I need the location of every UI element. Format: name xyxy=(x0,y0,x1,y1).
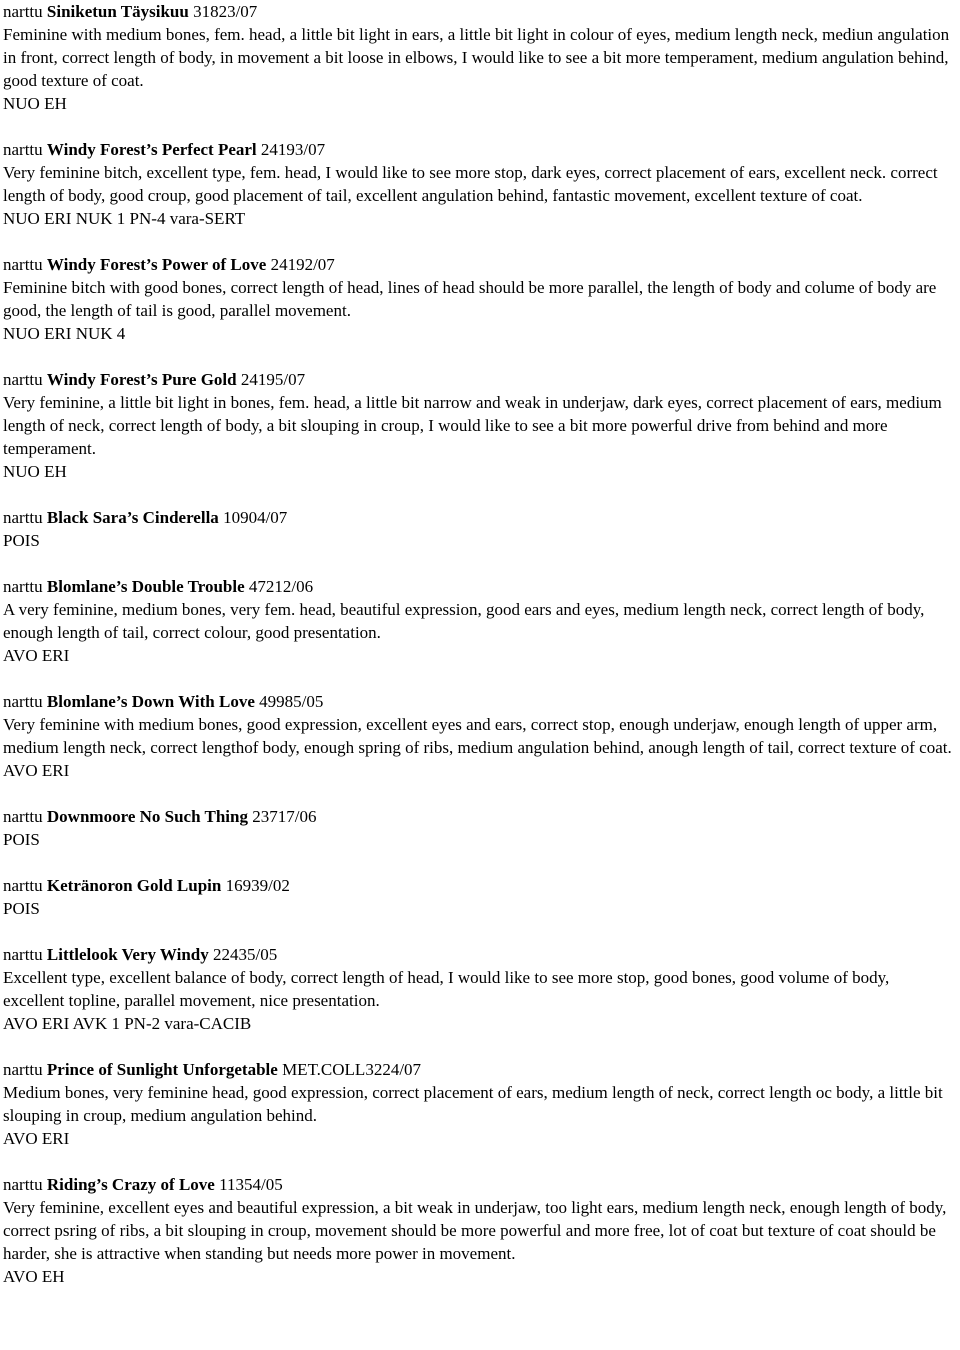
entry-heading xyxy=(3,575,954,598)
judge-critique: Excellent type, excellent balance of body, correct length of head, I would like to see more stop, good bones, good volume of body, excellent topline, parallel movement, nice presentation. xyxy=(3,968,890,1010)
entry-class: narttu xyxy=(3,140,43,159)
entry-heading xyxy=(3,253,954,276)
judge-critique: Feminine bitch with good bones, correct length of head, lines of head should be more parallel, the length of body and colume of body are good, the length of tail is good, parallel movement. xyxy=(3,278,937,320)
registration-number: 47212/06 xyxy=(248,577,314,596)
entry-class: narttu xyxy=(3,945,43,964)
dog-name: Prince of Sunlight Unforgetable xyxy=(46,1060,278,1079)
dog-name: Windy Forest’s Power of Love xyxy=(46,255,267,274)
entry-class: narttu xyxy=(3,370,43,389)
entry-heading xyxy=(3,506,954,529)
judge-critique: Feminine with medium bones, fem. head, a little bit light in ears, a little bit light in colour of eyes, medium length neck, mediun angulation in front, correct length of body, in movement a bit loose in elbows, I would like to see a bit more temperament, medium angulation behind, good texture of coat. xyxy=(3,25,950,90)
entry-result: NUO ERI NUK 4 xyxy=(3,324,126,343)
registration-number: 11354/05 xyxy=(219,1175,283,1194)
entry-heading xyxy=(3,805,954,828)
entry-result: POIS xyxy=(3,899,40,918)
judge-critique: A very feminine, medium bones, very fem. head, beautiful expression, good ears and eyes, medium length neck, correct length of body, enough length of tail, correct colour, good presentation. xyxy=(3,600,925,642)
judge-critique: Very feminine bitch, excellent type, fem. head, I would like to see more stop, dark eyes, correct placement of ears, excellent neck. correct length of body, good croup, good placement of tail, excellent angulation behind, fantastic movement, excellent texture of coat. xyxy=(3,163,938,205)
judge-critique: Very feminine, excellent eyes and beautiful expression, a bit weak in underjaw, too light ears, medium length neck, enough length of body, correct psring of ribs, a bit slouping in croup, movement should be more powerful and more free, lot of coat but texture of coat should be harder, she is attractive when standing but needs more power in movement. xyxy=(3,1198,947,1263)
registration-number: 24192/07 xyxy=(270,255,335,274)
dog-entry xyxy=(3,690,954,782)
entry-result: NUO ERI NUK 1 PN-4 vara-SERT xyxy=(3,209,246,228)
entry-class: narttu xyxy=(3,807,43,826)
registration-number: 22435/05 xyxy=(213,945,278,964)
dog-name: Black Sara’s Cinderella xyxy=(46,508,219,527)
entry-result: AVO ERI xyxy=(3,761,70,780)
dog-name: Blomlane’s Double Trouble xyxy=(46,577,245,596)
entry-class: narttu xyxy=(3,577,43,596)
registration-number: 24195/07 xyxy=(240,370,306,389)
registration-number: 16939/02 xyxy=(225,876,290,895)
entry-class: narttu xyxy=(3,876,43,895)
entry-heading xyxy=(3,368,954,391)
registration-number: 24193/07 xyxy=(260,140,326,159)
dog-entry xyxy=(3,805,954,851)
dog-entry xyxy=(3,874,954,920)
dog-entry xyxy=(3,368,954,483)
dog-entry xyxy=(3,575,954,667)
entry-result: AVO EH xyxy=(3,1267,65,1286)
dog-name: Windy Forest’s Pure Gold xyxy=(46,370,237,389)
entry-class: narttu xyxy=(3,255,43,274)
entry-heading xyxy=(3,138,954,161)
registration-number: MET.COLL3224/07 xyxy=(282,1060,422,1079)
judge-critique: Medium bones, very feminine head, good expression, correct placement of ears, medium length of neck, correct length oc body, a little bit slouping in croup, medium angulation behind. xyxy=(3,1083,943,1125)
entry-heading xyxy=(3,943,954,966)
entry-result: POIS xyxy=(3,830,40,849)
entry-result: AVO ERI xyxy=(3,646,70,665)
dog-name: Blomlane’s Down With Love xyxy=(46,692,255,711)
dog-name: Riding’s Crazy of Love xyxy=(46,1175,215,1194)
registration-number: 49985/05 xyxy=(259,692,324,711)
dog-entry xyxy=(3,253,954,345)
registration-number: 10904/07 xyxy=(223,508,288,527)
entry-result: NUO EH xyxy=(3,94,67,113)
entry-class: narttu xyxy=(3,1060,43,1079)
registration-number: 31823/07 xyxy=(193,2,258,21)
entry-heading xyxy=(3,0,954,23)
entry-result: AVO ERI AVK 1 PN-2 vara-CACIB xyxy=(3,1014,252,1033)
entry-heading xyxy=(3,874,954,897)
entry-class: narttu xyxy=(3,1175,43,1194)
dog-name: Ketränoron Gold Lupin xyxy=(46,876,222,895)
judge-critique: Very feminine with medium bones, good expression, excellent eyes and ears, correct stop, enough underjaw, enough length of upper arm, medium length neck, correct lengthof body, enough spring of ribs, medium angulation behind, anough length of tail, correct texture of coat. xyxy=(3,715,952,757)
entry-result: POIS xyxy=(3,531,40,550)
entry-class: narttu xyxy=(3,508,43,527)
entry-heading xyxy=(3,1173,954,1196)
dog-name: Siniketun Täysikuu xyxy=(46,2,189,21)
judge-critique: Very feminine, a little bit light in bones, fem. head, a little bit narrow and weak in underjaw, dark eyes, correct placement of ears, medium length of neck, correct length of body, a bit slouping in croup, I would like to see a bit more powerful drive from behind and more temperament. xyxy=(3,393,942,458)
entry-class: narttu xyxy=(3,692,43,711)
entry-class: narttu xyxy=(3,2,43,21)
dog-entry xyxy=(3,138,954,230)
dog-entry xyxy=(3,1058,954,1150)
dog-entry xyxy=(3,0,954,115)
entry-result: AVO ERI xyxy=(3,1129,70,1148)
entry-result: NUO EH xyxy=(3,462,67,481)
dog-entry xyxy=(3,943,954,1035)
registration-number: 23717/06 xyxy=(252,807,317,826)
dog-entry xyxy=(3,1173,954,1288)
dog-name: Downmoore No Such Thing xyxy=(46,807,248,826)
entry-heading xyxy=(3,1058,954,1081)
dog-name: Littlelook Very Windy xyxy=(46,945,209,964)
dog-entry xyxy=(3,506,954,552)
dog-name: Windy Forest’s Perfect Pearl xyxy=(46,140,257,159)
entry-heading xyxy=(3,690,954,713)
